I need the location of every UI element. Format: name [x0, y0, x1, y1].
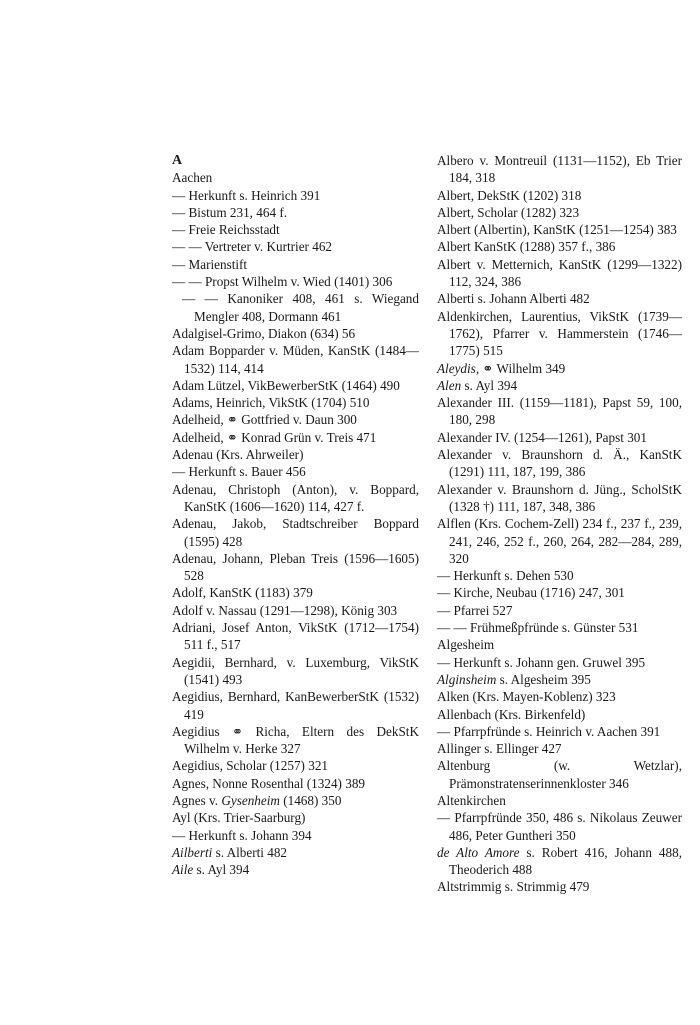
entry-text: — Pfarrei 527	[437, 602, 513, 618]
entry-text: Alexander v. Braunshorn d. Ä., KanStK (1291) 111, 187, 199, 386	[437, 447, 682, 480]
index-entry	[437, 792, 682, 809]
index-entry	[437, 706, 682, 723]
index-entry	[437, 688, 682, 705]
entry-text-tail: s. Robert 416, Johann 488, Theoderich 488	[449, 844, 682, 878]
index-entry	[437, 636, 682, 653]
index-entry	[437, 654, 682, 671]
index-entry	[437, 844, 682, 879]
index-entry	[172, 688, 419, 723]
index-entry	[437, 187, 682, 204]
index-entry	[172, 757, 419, 774]
entry-text: Alflen (Krs. Cochem-Zell) 234 f., 237 f., 239, 241, 246, 252 f., 260, 264, 282—284, 289, 320	[437, 516, 682, 566]
index-entry	[172, 723, 419, 758]
index-entry	[437, 515, 682, 567]
index-entry	[172, 809, 419, 826]
index-entry	[437, 481, 682, 516]
entry-text: Adenau, Christoph (Anton), v. Boppard, KanStK (1606—1620) 114, 427 f.	[172, 481, 419, 514]
index-entry	[172, 550, 419, 585]
entry-text: — Kirche, Neubau (1716) 247, 301	[437, 585, 625, 601]
entry-text: — — Frühmeßpfründe s. Günster 531	[437, 620, 639, 636]
entry-text: Adenau, Johann, Pleban Treis (1596—1605) 528	[172, 550, 419, 584]
index-entry	[437, 809, 682, 844]
index-entry	[172, 377, 419, 394]
index-entry	[437, 878, 682, 895]
entry-text: Alexander v. Braunshorn d. Jüng., ScholStK (1328 †) 111, 187, 348, 386	[437, 481, 682, 514]
index-entry	[437, 290, 682, 307]
index-entry	[172, 861, 419, 878]
index-column-right	[437, 152, 682, 896]
index-entry	[172, 844, 419, 861]
index-entry	[172, 429, 419, 446]
index-entry	[437, 394, 682, 429]
index-entry	[437, 671, 682, 688]
entry-text-tail: s. Ayl 394	[193, 862, 250, 878]
index-entry	[437, 377, 682, 394]
index-entry	[172, 342, 419, 377]
index-entry	[172, 204, 419, 221]
index-entry	[437, 238, 682, 255]
index-entry	[437, 584, 682, 601]
entry-text: Adenau, Jakob, Stadtschreiber Boppard (1595) 428	[172, 516, 419, 549]
entry-text: Alberti s. Johann Alberti 482	[437, 291, 590, 307]
index-entry	[172, 602, 419, 619]
entry-text: — Herkunft s. Bauer 456	[172, 464, 306, 480]
index-entry	[172, 256, 419, 273]
entry-text: — Pfarrpfründe 350, 486 s. Nikolaus Zeuwer 486, Peter Guntheri 350	[437, 810, 682, 843]
index-entry	[172, 325, 419, 342]
entry-text: — Herkunft s. Heinrich 391	[172, 187, 321, 203]
index-entry	[172, 394, 419, 411]
entry-text: Albert, Scholar (1282) 323	[437, 204, 580, 220]
entry-text: Albert, DekStK (1202) 318	[437, 187, 582, 203]
index-entry	[437, 602, 682, 619]
entry-text: Ayl (Krs. Trier-Saarburg)	[172, 810, 306, 826]
entry-text: Albert v. Metternich, KanStK (1299—1322) 112, 324, 386	[437, 256, 682, 290]
entry-text-tail: s. Ayl 394	[461, 377, 518, 393]
entry-text: Altstrimmig s. Strimmig 479	[437, 879, 590, 895]
index-entry	[172, 187, 419, 204]
index-entry	[172, 221, 419, 238]
entry-italic-text: de Alto Amore	[437, 844, 520, 860]
entry-text: — Pfarrpfründe s. Heinrich v. Aachen 391	[437, 723, 661, 739]
entry-text: Aegidius, Bernhard, KanBewerberStK (1532) 419	[172, 689, 419, 722]
entry-text: — Marienstift	[172, 256, 248, 272]
entry-italic-text: Ailberti	[172, 844, 213, 860]
index-entry	[437, 152, 682, 187]
entry-italic-text: Aleydis	[437, 360, 476, 376]
entry-text: Aegidii, Bernhard, v. Luxemburg, VikStK (1541) 493	[172, 654, 419, 687]
index-entry	[437, 446, 682, 481]
entry-text: Albert KanStK (1288) 357 f., 386	[437, 239, 616, 255]
index-entry	[172, 169, 419, 186]
index-entry	[172, 238, 419, 255]
index-entry	[172, 654, 419, 689]
entry-text: Alexander IV. (1254—1261), Papst 301	[437, 429, 647, 445]
entry-text-tail: (1468) 350	[279, 792, 342, 808]
entry-text: Aachen	[172, 170, 213, 186]
entry-italic-text: Gysenheim	[221, 792, 280, 808]
index-entry	[437, 256, 682, 291]
entry-text: Allinger s. Ellinger 427	[437, 741, 562, 757]
entry-text: Aegidius, Scholar (1257) 321	[172, 758, 329, 774]
index-entry	[172, 273, 419, 290]
entry-text: Aegidius ⚭ Richa, Eltern des DekStK Wilhelm v. Herke 327	[172, 723, 419, 757]
section-letter	[172, 152, 419, 169]
entry-text: — Herkunft s. Dehen 530	[437, 568, 574, 584]
index-entry	[437, 740, 682, 757]
entry-text: Adelheid, ⚭ Gottfried v. Daun 300	[172, 412, 357, 428]
entry-text: — Bistum 231, 464 f.	[172, 204, 288, 220]
entry-text-tail: , ⚭ Wilhelm 349	[475, 360, 566, 376]
entry-text: Albert (Albertin), KanStK (1251—1254) 383	[437, 222, 677, 238]
entry-text: Adelheid, ⚭ Konrad Grün v. Treis 471	[172, 429, 377, 445]
entry-italic-text: Alen	[437, 377, 462, 393]
entry-text: Adalgisel-Grimo, Diakon (634) 56	[172, 325, 356, 341]
entry-text: — Herkunft s. Johann gen. Gruwel 395	[437, 654, 646, 670]
entry-text: Adam Lützel, VikBewerberStK (1464) 490	[172, 377, 400, 393]
index-entry	[437, 567, 682, 584]
index-entry	[437, 360, 682, 377]
index-entry	[172, 463, 419, 480]
index-entry	[437, 757, 682, 792]
entry-text: Altenburg (w. Wetzlar), Prämonstratenserinnenkloster 346	[437, 758, 682, 791]
index-entry	[437, 723, 682, 740]
index-entry	[437, 619, 682, 636]
entry-text: Adams, Heinrich, VikStK (1704) 510	[172, 395, 370, 411]
entry-text: Algesheim	[437, 637, 495, 653]
entry-text-tail: s. Algesheim 395	[496, 671, 591, 687]
index-entry	[172, 290, 419, 325]
index-entry	[172, 411, 419, 428]
index-entry	[172, 775, 419, 792]
index-entry	[437, 204, 682, 221]
entry-text: Altenkirchen	[437, 792, 506, 808]
entry-text: Adam Bopparder v. Müden, KanStK (1484—1532) 114, 414	[172, 343, 419, 376]
entry-text: — Freie Reichsstadt	[172, 222, 280, 238]
entry-text: Adolf v. Nassau (1291—1298), König 303	[172, 602, 398, 618]
entry-text: Allenbach (Krs. Birkenfeld)	[437, 706, 586, 722]
index-entry	[172, 446, 419, 463]
entry-text: — Herkunft s. Johann 394	[172, 827, 312, 843]
index-column-left	[172, 152, 419, 878]
index-entry	[172, 792, 419, 809]
entry-text: Adenau (Krs. Ahrweiler)	[172, 447, 304, 463]
index-entry	[172, 619, 419, 654]
index-entry	[437, 221, 682, 238]
index-entry	[437, 308, 682, 360]
entry-text: — — Kanoniker 408, 461 s. Wiegand Mengler 408, Dormann 461	[182, 291, 419, 324]
entry-text-tail: s. Alberti 482	[212, 844, 288, 860]
entry-italic-text: Alginsheim	[437, 671, 497, 687]
index-entry	[172, 481, 419, 516]
entry-text: A	[172, 153, 183, 168]
entry-text: Adolf, KanStK (1183) 379	[172, 585, 313, 601]
entry-italic-text: Aile	[172, 862, 194, 878]
entry-text: Alken (Krs. Mayen-Koblenz) 323	[437, 689, 616, 705]
entry-text: Alexander III. (1159—1181), Papst 59, 100, 180, 298	[437, 395, 682, 428]
entry-text: — — Vertreter v. Kurtrier 462	[172, 239, 333, 255]
entry-text: Adriani, Josef Anton, VikStK (1712—1754) 511 f., 517	[172, 620, 419, 653]
entry-text: Agnes v.	[172, 792, 222, 808]
entry-text: Agnes, Nonne Rosenthal (1324) 389	[172, 775, 366, 791]
entry-text: Albero v. Montreuil (1131—1152), Eb Trier 184, 318	[437, 153, 682, 186]
index-entry	[437, 429, 682, 446]
index-entry	[172, 584, 419, 601]
index-entry	[172, 827, 419, 844]
entry-text: Aldenkirchen, Laurentius, VikStK (1739—1762), Pfarrer v. Hammerstein (1746—1775) 515	[437, 308, 682, 359]
entry-text: — — Propst Wilhelm v. Wied (1401) 306	[172, 274, 393, 290]
index-entry	[172, 515, 419, 550]
